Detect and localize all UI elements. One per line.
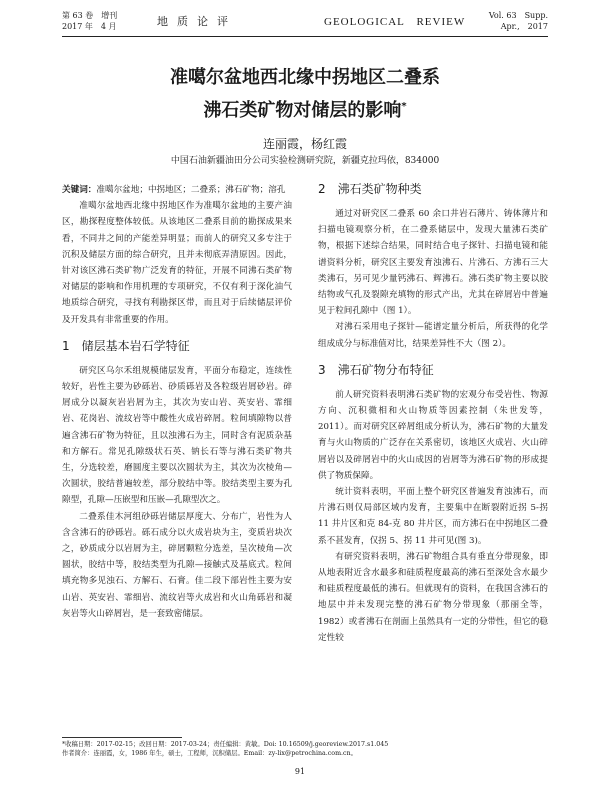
section-3-paragraph-2: 统计资料表明，平面上整个研究区普遍发育浊沸石，而片沸石则仅局部区域内发育，主要集中在断裂附近拐 5-拐 11 井片区和克 84-克 80 井片区，而方沸石在中拐地区二叠系不甚发育，仅拐 5、拐 11 井可见(图 3)。 xyxy=(318,487,548,546)
footnote-dates: *收稿日期：2017-02-15；改回日期：2017-03-24；责任编辑：黄敏。Doi: 10.16509/j.georeview.2017.s1.045 xyxy=(62,741,389,748)
journal-name-cn: 地质论评 xyxy=(157,15,237,28)
article-title-line-1: 准噶尔盆地西北缘中拐地区二叠系 xyxy=(170,67,440,88)
section-2-heading: 2 沸石类矿物种类 xyxy=(318,182,422,196)
affiliation: 中国石油新疆油田分公司实验检测研究院，新疆克拉玛依，834000 xyxy=(170,156,440,166)
section-3-heading: 3 沸石矿物分布特征 xyxy=(318,362,434,377)
left-column xyxy=(62,182,292,622)
keywords: 关键词：准噶尔盆地；中拐地区；二叠系；沸石矿物；溶孔 xyxy=(62,185,286,195)
section-1-paragraph-1: 研究区乌尔禾组规模储层发育，平面分布稳定，连续性较好，岩性主要为砂砾岩、砂质砾岩及各粒级岩屑砂岩。碎屑成分以凝灰岩岩屑为主，其次为安山岩、英安岩、霏细岩、花岗岩、流纹岩等中酸性火成岩碎屑。粒间填隙物以普遍含沸石矿物为特征，且以浊沸石为主，同时含有泥质杂基和方解石。常见孔隙级状石英、钠长石等与沸石类矿物共生，分选较差，磨圆度主要以次圆状为主，其次为次棱角—次圆状，胶结普遍较差，部分胶结中等。胶结类型主要为孔隙型，孔隙—压嵌型和压嵌—孔隙型次之。 xyxy=(62,365,292,506)
section-3-paragraph-1: 前人研究资料表明沸石类矿物的宏观分布受岩性、物源方向、沉积微相和火山物质等因素控制（朱世发等，2011）。而对研究区碎屑组成分析认为，沸石矿物的大量发育与火山物质的广泛存在关系密切，该地区火成岩、火山碎屑岩以及碎屑岩中的火山成因的岩屑等为沸石矿物的形成提供了物质保障。 xyxy=(318,389,548,481)
footnote-rule xyxy=(62,737,182,738)
right-column xyxy=(318,182,548,646)
header-rule xyxy=(62,36,548,37)
article-title-line-2: 沸石类矿物对储层的影响* xyxy=(203,100,407,121)
section-1-heading: 1 储层基本岩石学特征 xyxy=(62,338,190,353)
authors: 连丽霞，杨红霞 xyxy=(262,137,347,151)
footnote-author-bio: 作者简介：连丽霞，女，1986 年生，硕士，工程师，沉积储层。Email：zy-lix@petrochina.com.cn。 xyxy=(62,750,357,757)
page-number: 91 xyxy=(294,767,306,776)
section-2-paragraph-1: 通过对研究区二叠系 60 余口井岩石薄片、铸体薄片和扫描电镜观察分析，在二叠系储层中，发现大量沸石类矿物，根据下述综合结果，同时结合电子探针、扫描电镜和能谱资料分析，研究区主要发育浊沸石、片沸石、方沸石三大类沸石，另可见少量钙沸石、辉沸石。沸石类矿物主要以胶结物或气孔及裂隙充填物的形式产出，尤其在碎屑岩中普遍见于粒间孔隙中（图 1）。 xyxy=(318,209,548,317)
section-1-paragraph-2: 二叠系佳木河组砂砾岩储层厚度大、分布广，岩性为人含含沸石的砂砾岩。砾石成分以火成岩块为主，变质岩块次之，砂质成分以岩屑为主，碎屑颗粒分选差，呈次棱角—次圆状，胶结中等，胶结类型为孔隙—接触式及基底式。粒间填充物多见浊石、方解石、石膏。佳二段下部岩性主要为安山岩、英安岩、霏细岩、流纹岩等火成岩和火山角砾岩和凝灰岩等火山碎屑岩，是一套致密储层。 xyxy=(62,511,292,619)
footnote xyxy=(62,737,548,758)
keywords-label: 关键词： xyxy=(62,185,97,195)
volume-info-en: Vol. 63 Supp. Apr., 2017 xyxy=(488,11,548,31)
running-header xyxy=(62,10,548,40)
section-3-paragraph-3: 有研究资料表明，沸石矿物组合具有垂直分带现象，即从地表附近含水最多和硅质程度最高的沸石至深处含水最少和硅质程度最低的沸石。但就现有的资料，在我国含沸石的地层中并未发现完整的沸石矿物分带现象（那丽全等，1982）或者沸石在剖面上虽然具有一定的分带性，但它的稳定性较 xyxy=(318,551,548,643)
section-2-paragraph-2: 对沸石采用电子探针—能谱定量分析后，所获得的化学组成成分与标准值对比，结果差异性不大（图 2）。 xyxy=(318,322,548,349)
volume-info-cn: 第 63 卷 增刊 2017 年 4 月 xyxy=(62,11,118,31)
journal-name-en: GEOLOGICAL REVIEW xyxy=(324,16,466,28)
title-footnote-mark: * xyxy=(401,101,407,112)
intro-paragraph: 准噶尔盆地西北缘中拐地区作为准噶尔盆地的主要产油区，勘探程度整体较低。从该地区二叠系目前的勘探成果来看，不同井之间的产能差异明显；而前人的研究又多专注于沉积及储层方面的综合研究，且并未彻底弄清原因。因此，针对该区沸石类矿物广泛发育的特征，开展不同沸石类矿物对储层的影响和作用机理的专项研究，不仅有利于深化油气地质综合研究，寻找有利勘探区带，而且对于后续储层评价及开发具有非常重要的作用。 xyxy=(62,201,292,325)
